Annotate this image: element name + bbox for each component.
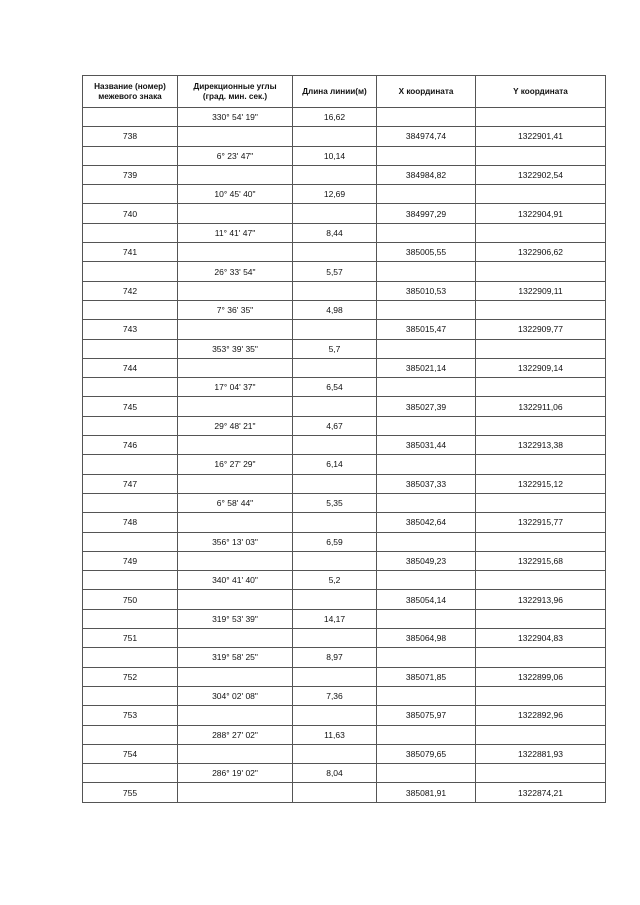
x-coordinate: 385071,85 [377, 667, 476, 686]
y-coordinate: 1322874,21 [476, 783, 606, 802]
x-coordinate: 385010,53 [377, 281, 476, 300]
y-coordinate: 1322909,14 [476, 358, 606, 377]
line-length: 16,62 [293, 108, 377, 127]
line-length: 12,69 [293, 185, 377, 204]
segment-x-cell [377, 609, 476, 628]
segment-row [83, 609, 606, 628]
segment-row [83, 725, 606, 744]
direction-angle: 6° 23' 47" [178, 146, 293, 165]
x-coordinate: 385042,64 [377, 513, 476, 532]
segment-x-cell [377, 686, 476, 705]
point-row [83, 204, 606, 223]
segment-row [83, 146, 606, 165]
segment-name-cell [83, 185, 178, 204]
segment-x-cell [377, 339, 476, 358]
segment-x-cell [377, 493, 476, 512]
segment-y-cell [476, 146, 606, 165]
point-length-cell [293, 436, 377, 455]
point-angle-cell [178, 243, 293, 262]
segment-y-cell [476, 532, 606, 551]
coordinates-table [82, 75, 606, 803]
header-point-name [83, 76, 178, 108]
line-length: 5,2 [293, 571, 377, 590]
y-coordinate: 1322909,77 [476, 320, 606, 339]
segment-name-cell [83, 378, 178, 397]
header-x [377, 76, 476, 108]
point-name: 748 [83, 513, 178, 532]
x-coordinate: 385027,39 [377, 397, 476, 416]
y-coordinate: 1322904,83 [476, 629, 606, 648]
segment-y-cell [476, 262, 606, 281]
point-length-cell [293, 667, 377, 686]
segment-x-cell [377, 455, 476, 474]
point-angle-cell [178, 590, 293, 609]
point-name: 739 [83, 165, 178, 184]
point-angle-cell [178, 204, 293, 223]
point-row [83, 513, 606, 532]
point-name: 743 [83, 320, 178, 339]
direction-angle: 356° 13' 03" [178, 532, 293, 551]
point-angle-cell [178, 783, 293, 802]
segment-name-cell [83, 146, 178, 165]
point-name: 754 [83, 744, 178, 763]
segment-x-cell [377, 416, 476, 435]
point-name: 751 [83, 629, 178, 648]
line-length: 6,59 [293, 532, 377, 551]
direction-angle: 10° 45' 40" [178, 185, 293, 204]
point-row [83, 667, 606, 686]
point-length-cell [293, 281, 377, 300]
header-y [476, 76, 606, 108]
segment-x-cell [377, 300, 476, 319]
header-row [83, 76, 606, 108]
point-length-cell [293, 474, 377, 493]
direction-angle: 286° 19' 02" [178, 764, 293, 783]
direction-angle: 6° 58' 44" [178, 493, 293, 512]
point-angle-cell [178, 436, 293, 455]
segment-row [83, 571, 606, 590]
line-length: 14,17 [293, 609, 377, 628]
direction-angle: 319° 58' 25" [178, 648, 293, 667]
header-point-name-line1: Название (номер) [94, 81, 166, 91]
direction-angle: 26° 33' 54" [178, 262, 293, 281]
segment-name-cell [83, 686, 178, 705]
header-angle [178, 76, 293, 108]
segment-y-cell [476, 108, 606, 127]
point-angle-cell [178, 358, 293, 377]
point-row [83, 243, 606, 262]
direction-angle: 16° 27' 29" [178, 455, 293, 474]
point-length-cell [293, 706, 377, 725]
segment-x-cell [377, 185, 476, 204]
segment-name-cell [83, 108, 178, 127]
point-length-cell [293, 629, 377, 648]
segment-row [83, 339, 606, 358]
y-coordinate: 1322909,11 [476, 281, 606, 300]
segment-name-cell [83, 416, 178, 435]
direction-angle: 11° 41' 47" [178, 223, 293, 242]
y-coordinate: 1322915,77 [476, 513, 606, 532]
y-coordinate: 1322913,96 [476, 590, 606, 609]
segment-x-cell [377, 223, 476, 242]
point-angle-cell [178, 281, 293, 300]
segment-name-cell [83, 648, 178, 667]
segment-row [83, 185, 606, 204]
segment-y-cell [476, 185, 606, 204]
header-y-line1: Y координата [513, 86, 568, 96]
point-row [83, 706, 606, 725]
segment-name-cell [83, 262, 178, 281]
line-length: 5,57 [293, 262, 377, 281]
segment-y-cell [476, 455, 606, 474]
segment-y-cell [476, 223, 606, 242]
point-length-cell [293, 165, 377, 184]
segment-y-cell [476, 416, 606, 435]
point-angle-cell [178, 551, 293, 570]
segment-y-cell [476, 339, 606, 358]
point-name: 745 [83, 397, 178, 416]
segment-row [83, 300, 606, 319]
segment-row [83, 262, 606, 281]
segment-name-cell [83, 339, 178, 358]
point-length-cell [293, 358, 377, 377]
line-length: 4,98 [293, 300, 377, 319]
y-coordinate: 1322915,68 [476, 551, 606, 570]
x-coordinate: 385064,98 [377, 629, 476, 648]
segment-y-cell [476, 648, 606, 667]
line-length: 10,14 [293, 146, 377, 165]
point-name: 755 [83, 783, 178, 802]
segment-x-cell [377, 108, 476, 127]
segment-row [83, 455, 606, 474]
segment-row [83, 764, 606, 783]
point-angle-cell [178, 127, 293, 146]
y-coordinate: 1322899,06 [476, 667, 606, 686]
point-angle-cell [178, 320, 293, 339]
segment-name-cell [83, 764, 178, 783]
point-row [83, 165, 606, 184]
x-coordinate: 385049,23 [377, 551, 476, 570]
segment-name-cell [83, 571, 178, 590]
line-length: 11,63 [293, 725, 377, 744]
point-row [83, 783, 606, 802]
segment-row [83, 108, 606, 127]
header-angle-line1: Дирекционные углы [193, 81, 277, 91]
line-length: 5,35 [293, 493, 377, 512]
point-length-cell [293, 204, 377, 223]
header-angle-line2: (град. мин. сек.) [202, 91, 268, 101]
y-coordinate: 1322892,96 [476, 706, 606, 725]
segment-name-cell [83, 223, 178, 242]
point-name: 740 [83, 204, 178, 223]
direction-angle: 17° 04' 37" [178, 378, 293, 397]
segment-row [83, 648, 606, 667]
point-row [83, 590, 606, 609]
line-length: 4,67 [293, 416, 377, 435]
segment-row [83, 493, 606, 512]
point-row [83, 436, 606, 455]
segment-row [83, 378, 606, 397]
direction-angle: 304° 02' 08" [178, 686, 293, 705]
point-name: 750 [83, 590, 178, 609]
segment-y-cell [476, 764, 606, 783]
segment-name-cell [83, 455, 178, 474]
point-angle-cell [178, 744, 293, 763]
header-length-line1: Длина линии(м) [302, 86, 367, 96]
point-angle-cell [178, 706, 293, 725]
segment-x-cell [377, 725, 476, 744]
y-coordinate: 1322913,38 [476, 436, 606, 455]
segment-y-cell [476, 300, 606, 319]
point-row [83, 320, 606, 339]
point-name: 742 [83, 281, 178, 300]
direction-angle: 319° 53' 39" [178, 609, 293, 628]
header-x-line1: X координата [398, 86, 454, 96]
point-name: 741 [83, 243, 178, 262]
y-coordinate: 1322881,93 [476, 744, 606, 763]
point-name: 738 [83, 127, 178, 146]
point-row [83, 127, 606, 146]
line-length: 8,97 [293, 648, 377, 667]
segment-row [83, 686, 606, 705]
point-length-cell [293, 744, 377, 763]
segment-x-cell [377, 764, 476, 783]
point-name: 753 [83, 706, 178, 725]
point-length-cell [293, 243, 377, 262]
segment-name-cell [83, 725, 178, 744]
point-angle-cell [178, 667, 293, 686]
line-length: 6,54 [293, 378, 377, 397]
line-length: 8,04 [293, 764, 377, 783]
x-coordinate: 385031,44 [377, 436, 476, 455]
segment-y-cell [476, 571, 606, 590]
segment-x-cell [377, 532, 476, 551]
point-name: 746 [83, 436, 178, 455]
point-length-cell [293, 513, 377, 532]
y-coordinate: 1322904,91 [476, 204, 606, 223]
x-coordinate: 385015,47 [377, 320, 476, 339]
point-length-cell [293, 397, 377, 416]
direction-angle: 353° 39' 35" [178, 339, 293, 358]
segment-y-cell [476, 493, 606, 512]
point-row [83, 358, 606, 377]
point-angle-cell [178, 629, 293, 648]
x-coordinate: 384997,29 [377, 204, 476, 223]
segment-name-cell [83, 532, 178, 551]
segment-row [83, 532, 606, 551]
segment-y-cell [476, 378, 606, 397]
point-name: 744 [83, 358, 178, 377]
segment-name-cell [83, 300, 178, 319]
segment-row [83, 416, 606, 435]
segment-name-cell [83, 493, 178, 512]
direction-angle: 29° 48' 21" [178, 416, 293, 435]
point-angle-cell [178, 474, 293, 493]
point-row [83, 397, 606, 416]
segment-name-cell [83, 609, 178, 628]
line-length: 8,44 [293, 223, 377, 242]
segment-x-cell [377, 571, 476, 590]
table-body [83, 108, 606, 803]
x-coordinate: 384974,74 [377, 127, 476, 146]
x-coordinate: 384984,82 [377, 165, 476, 184]
line-length: 7,36 [293, 686, 377, 705]
point-row [83, 281, 606, 300]
x-coordinate: 385079,65 [377, 744, 476, 763]
direction-angle: 330° 54' 19" [178, 108, 293, 127]
x-coordinate: 385081,91 [377, 783, 476, 802]
segment-row [83, 223, 606, 242]
point-row [83, 629, 606, 648]
y-coordinate: 1322902,54 [476, 165, 606, 184]
header-point-name-line2: межевого знака [98, 91, 162, 101]
y-coordinate: 1322915,12 [476, 474, 606, 493]
segment-y-cell [476, 725, 606, 744]
point-length-cell [293, 320, 377, 339]
point-row [83, 744, 606, 763]
y-coordinate: 1322911,06 [476, 397, 606, 416]
point-length-cell [293, 590, 377, 609]
header-length [293, 76, 377, 108]
point-length-cell [293, 551, 377, 570]
segment-y-cell [476, 609, 606, 628]
segment-y-cell [476, 686, 606, 705]
x-coordinate: 385075,97 [377, 706, 476, 725]
point-name: 752 [83, 667, 178, 686]
point-row [83, 474, 606, 493]
point-angle-cell [178, 165, 293, 184]
point-length-cell [293, 783, 377, 802]
x-coordinate: 385054,14 [377, 590, 476, 609]
segment-x-cell [377, 146, 476, 165]
point-length-cell [293, 127, 377, 146]
x-coordinate: 385005,55 [377, 243, 476, 262]
x-coordinate: 385021,14 [377, 358, 476, 377]
point-angle-cell [178, 513, 293, 532]
segment-x-cell [377, 648, 476, 667]
point-name: 749 [83, 551, 178, 570]
segment-x-cell [377, 262, 476, 281]
y-coordinate: 1322901,41 [476, 127, 606, 146]
direction-angle: 288° 27' 02" [178, 725, 293, 744]
point-angle-cell [178, 397, 293, 416]
segment-x-cell [377, 378, 476, 397]
x-coordinate: 385037,33 [377, 474, 476, 493]
table-header [83, 76, 606, 108]
line-length: 6,14 [293, 455, 377, 474]
point-name: 747 [83, 474, 178, 493]
line-length: 5,7 [293, 339, 377, 358]
y-coordinate: 1322906,62 [476, 243, 606, 262]
point-row [83, 551, 606, 570]
direction-angle: 7° 36' 35" [178, 300, 293, 319]
direction-angle: 340° 41' 40" [178, 571, 293, 590]
